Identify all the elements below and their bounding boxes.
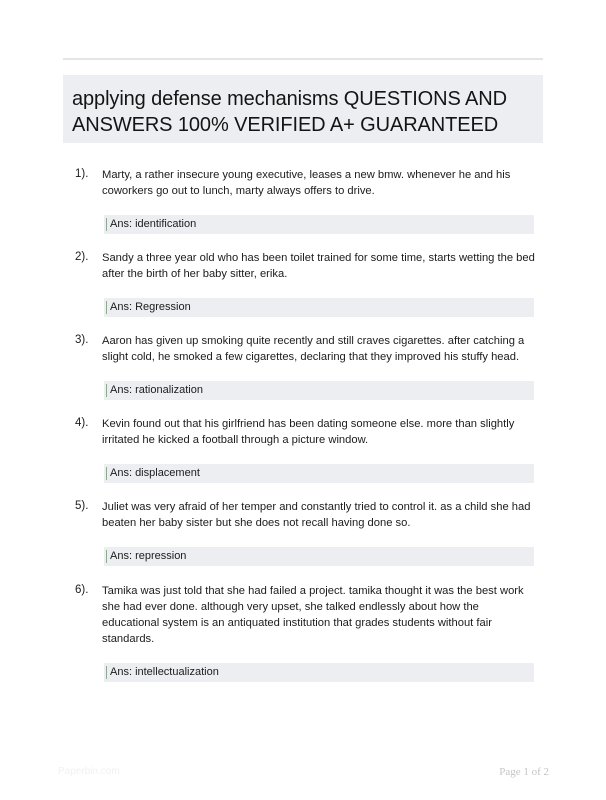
answer-text: Ans: identification [110, 218, 197, 230]
title-banner [63, 75, 543, 143]
answer-box [104, 298, 534, 317]
question-text: Juliet was very afraid of her temper and constantly tried to control it. as a child she had beaten her baby sister but she does not recall having done so. [102, 501, 531, 529]
question-number: 6). [75, 584, 89, 596]
footer-watermark: Paperbin.com [58, 766, 120, 777]
answer-text: Ans: Regression [110, 301, 191, 313]
question-text: Sandy a three year old who has been toilet trained for some time, starts wetting the bed after the birth of her baby sitter, erika. [102, 252, 535, 280]
answer-text: Ans: intellectualization [110, 666, 219, 678]
question-number: 1). [75, 168, 89, 180]
answer-box [104, 464, 534, 483]
page-title: applying defense mechanisms QUESTIONS AND ANSWERS 100% VERIFIED A+ GUARANTEED [72, 88, 507, 136]
question-item-6 [75, 583, 537, 682]
question-number: 5). [75, 500, 89, 512]
answer-text: Ans: rationalization [110, 384, 203, 396]
question-text: Kevin found out that his girlfriend has been dating someone else. more than slightly irritated he kicked a football through a picture window. [102, 418, 515, 446]
question-number: 4). [75, 417, 89, 429]
top-divider [63, 58, 543, 60]
answer-marker [106, 550, 107, 563]
answer-marker [106, 467, 107, 480]
answer-marker [106, 384, 107, 397]
question-item-1 [75, 167, 537, 234]
answer-marker [106, 666, 107, 679]
question-item-2 [75, 250, 537, 317]
question-number: 2). [75, 251, 89, 263]
question-text: Tamika was just told that she had failed a project. tamika thought it was the best work she had ever done. although very upset, she talked endlessly about how the educational system is an antiquated institution that grades students without fair standards. [102, 585, 524, 645]
answer-marker [106, 218, 107, 231]
question-text: Aaron has given up smoking quite recently and still craves cigarettes. after catching a slight cold, he smoked a few cigarettes, declaring that they improved his stuffy head. [102, 335, 525, 363]
answer-text: Ans: repression [110, 550, 187, 562]
answer-text: Ans: displacement [110, 467, 200, 479]
question-item-5 [75, 499, 537, 566]
question-text: Marty, a rather insecure young executive, leases a new bmw. whenever he and his coworkers go out to lunch, marty always offers to drive. [102, 169, 511, 197]
answer-box [104, 215, 534, 234]
answer-box [104, 547, 534, 566]
question-number: 3). [75, 334, 89, 346]
answer-box [104, 663, 534, 682]
answer-marker [106, 301, 107, 314]
question-item-3 [75, 333, 537, 400]
answer-box [104, 381, 534, 400]
question-item-4 [75, 416, 537, 483]
page-number: Page 1 of 2 [499, 766, 549, 778]
